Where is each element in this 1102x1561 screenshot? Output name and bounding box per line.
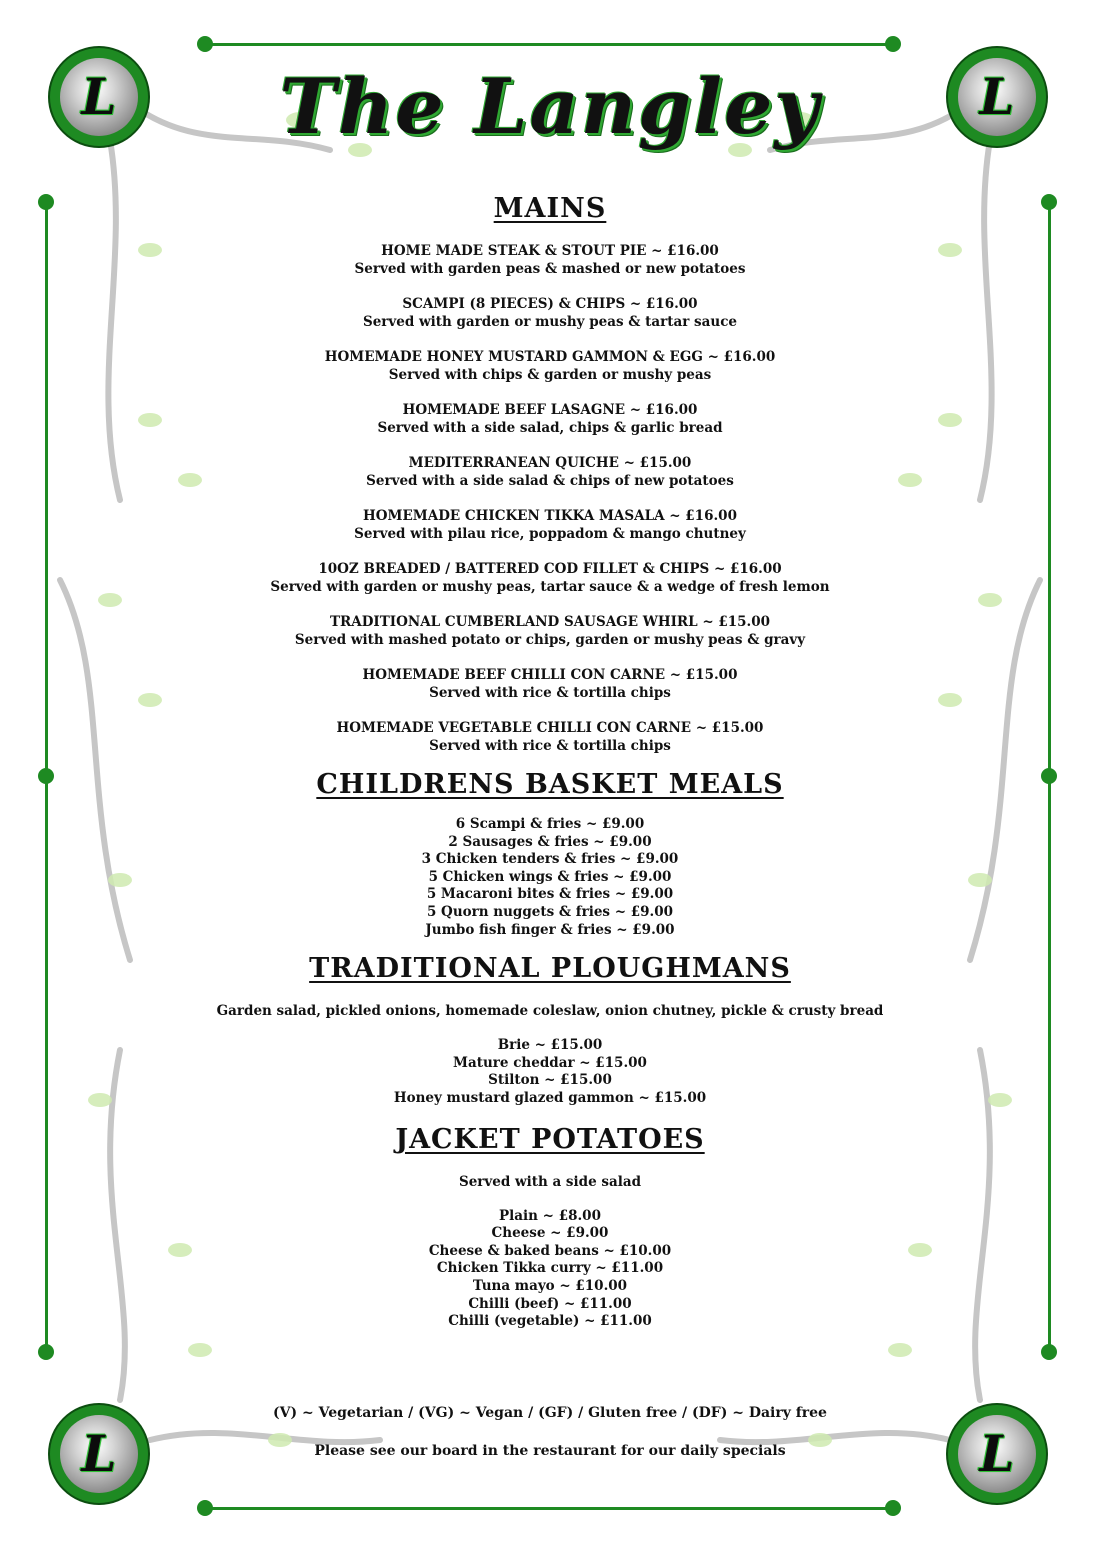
jacket-heading: JACKET POTATOES	[395, 1123, 705, 1155]
list-item: 5 Chicken wings & fries ~ £9.00	[428, 868, 672, 885]
border-dot	[197, 36, 213, 52]
list-item: Brie ~ £15.00	[497, 1037, 603, 1054]
logo-letter: L	[81, 67, 117, 126]
list-item: 5 Quorn nuggets & fries ~ £9.00	[426, 903, 674, 920]
main-item	[120, 560, 980, 596]
list-item: 6 Scampi & fries ~ £9.00	[455, 816, 645, 832]
main-item	[120, 242, 980, 278]
menu-content	[120, 193, 980, 1331]
main-item	[120, 719, 980, 755]
ploughmans-intro: Garden salad, pickled onions, homemade coleslaw, onion chutney, pickle & crusty bread	[216, 1003, 884, 1020]
border-dot	[885, 1500, 901, 1516]
main-item	[120, 613, 980, 649]
main-item-name: HOMEMADE CHICKEN TIKKA MASALA ~ £16.00	[363, 508, 737, 524]
list-item: 5 Macaroni bites & fries ~ £9.00	[426, 886, 674, 903]
main-item-desc: Served with garden or mushy peas & tartar sauce	[362, 314, 738, 330]
main-item-name: HOMEMADE HONEY MUSTARD GAMMON & EGG ~ £16.00	[324, 349, 776, 365]
list-item: Cheese ~ £9.00	[491, 1225, 609, 1242]
list-item: Chicken Tikka curry ~ £11.00	[436, 1260, 664, 1277]
border-dot	[1041, 768, 1057, 784]
main-item	[120, 507, 980, 543]
top-border-line	[205, 43, 893, 46]
main-item-name: SCAMPI (8 PIECES) & CHIPS ~ £16.00	[402, 296, 698, 312]
main-item	[120, 454, 980, 490]
main-item-desc: Served with a side salad & chips of new potatoes	[366, 473, 734, 489]
border-dot	[1041, 194, 1057, 210]
mains-list	[120, 242, 980, 755]
list-item: Honey mustard glazed gammon ~ £15.00	[393, 1089, 707, 1106]
main-item-name: MEDITERRANEAN QUICHE ~ £15.00	[408, 455, 692, 471]
main-item-desc: Served with garden peas & mashed or new potatoes	[354, 261, 746, 277]
logo-badge-bottom-right	[948, 1405, 1046, 1503]
ploughmans-list	[120, 1037, 980, 1107]
list-item: Plain ~ £8.00	[499, 1207, 601, 1224]
dietary-key: (V) ~ Vegetarian / (VG) ~ Vegan / (GF) / Gluten free / (DF) ~ Dairy free	[273, 1405, 827, 1421]
logo-letter: L	[979, 1424, 1015, 1483]
main-item-desc: Served with rice & tortilla chips	[429, 738, 671, 754]
childrens-heading: CHILDRENS BASKET MEALS	[316, 769, 784, 800]
list-item: Mature cheddar ~ £15.00	[453, 1054, 647, 1071]
main-item	[120, 666, 980, 702]
main-item-name: HOMEMADE BEEF CHILLI CON CARNE ~ £15.00	[362, 667, 738, 683]
main-item-name: HOMEMADE BEEF LASAGNE ~ £16.00	[402, 402, 698, 418]
list-item: Jumbo fish finger & fries ~ £9.00	[425, 921, 675, 938]
list-item: 2 Sausages & fries ~ £9.00	[448, 833, 652, 850]
border-dot	[38, 1344, 54, 1360]
jacket-intro: Served with a side salad	[458, 1173, 642, 1190]
list-item: Cheese & baked beans ~ £10.00	[428, 1242, 672, 1259]
border-dot	[1041, 1344, 1057, 1360]
main-item-name: 10OZ BREADED / BATTERED COD FILLET & CHIPS ~ £16.00	[318, 561, 782, 577]
list-item: Chilli (vegetable) ~ £11.00	[448, 1313, 652, 1330]
bottom-border-line	[205, 1507, 893, 1510]
main-item	[120, 348, 980, 384]
main-item-name: HOMEMADE VEGETABLE CHILLI CON CARNE ~ £15.00	[336, 720, 764, 736]
main-item-desc: Served with a side salad, chips & garlic bread	[377, 420, 723, 436]
main-item-name: HOME MADE STEAK & STOUT PIE ~ £16.00	[381, 243, 719, 259]
border-dot	[885, 36, 901, 52]
main-item	[120, 295, 980, 331]
main-item-desc: Served with garden or mushy peas, tartar sauce & a wedge of fresh lemon	[270, 579, 830, 595]
border-dot	[197, 1500, 213, 1516]
jacket-list	[120, 1208, 980, 1331]
border-dot	[38, 768, 54, 784]
main-item-desc: Served with pilau rice, poppadom & mango chutney	[354, 526, 746, 542]
list-item: Stilton ~ £15.00	[488, 1072, 612, 1089]
logo-letter: L	[979, 67, 1015, 126]
logo-badge-top-right	[948, 48, 1046, 146]
logo-badge-top-left	[50, 48, 148, 146]
list-item: 3 Chicken tenders & fries ~ £9.00	[421, 851, 679, 868]
logo-letter: L	[81, 1424, 117, 1483]
border-dot	[38, 194, 54, 210]
list-item: Chilli (beef) ~ £11.00	[468, 1295, 632, 1312]
childrens-list	[120, 816, 980, 939]
main-item-name: TRADITIONAL CUMBERLAND SAUSAGE WHIRL ~ £15.00	[329, 614, 771, 630]
main-item-desc: Served with mashed potato or chips, garden or mushy peas & gravy	[294, 632, 806, 648]
main-item-desc: Served with rice & tortilla chips	[429, 685, 671, 701]
main-item	[120, 401, 980, 437]
specials-note: Please see our board in the restaurant for our daily specials	[314, 1443, 786, 1459]
logo-badge-bottom-left	[50, 1405, 148, 1503]
mains-heading: MAINS	[493, 193, 607, 224]
list-item: Tuna mayo ~ £10.00	[472, 1277, 628, 1294]
main-item-desc: Served with chips & garden or mushy peas	[388, 367, 712, 383]
restaurant-title: The Langley	[279, 62, 821, 151]
ploughmans-heading: TRADITIONAL PLOUGHMANS	[309, 953, 791, 985]
